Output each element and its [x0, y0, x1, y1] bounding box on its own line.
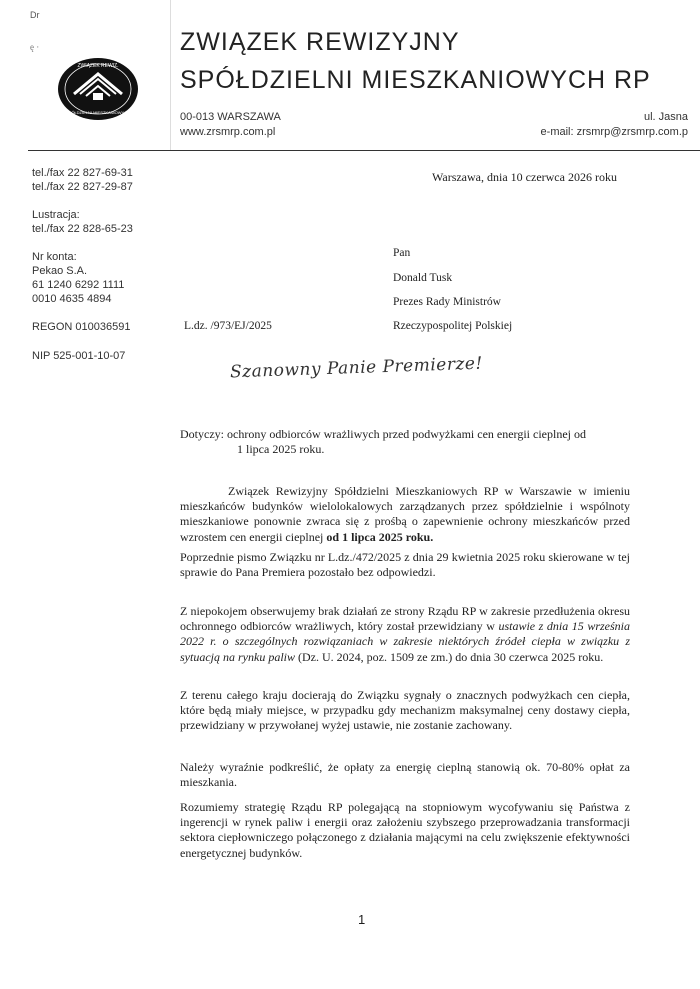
subject-text-2: 1 lipca 2025 roku. [237, 442, 325, 456]
lustracja-phone: tel./fax 22 828-65-23 [32, 223, 133, 235]
sidebar-rule [28, 150, 168, 151]
account-number-2: 0010 4635 4894 [32, 293, 112, 305]
paragraph-2-citation: (Dz. U. 2024, poz. 1509 ze zm.) do dnia 30 czerwca 2025 roku. [294, 649, 604, 664]
lustracja-label: Lustracja: [32, 209, 80, 221]
phone-2: tel./fax 22 827-29-87 [32, 181, 133, 193]
paragraph-2-italic: ustawie z dnia 15 września 2022 r. o szczególnych rozwiązaniach w zakresie niektórych źródeł ciepła w związku z sytuacją na rynku paliw [180, 619, 630, 664]
paragraph-1b: Poprzednie pismo Związku nr L.dz./472/2025 z dnia 29 kwietnia 2025 roku skierowane w tej sprawie do Pana Premiera pozostało bez odpowiedzi. [180, 550, 630, 580]
subject-block [180, 427, 640, 457]
paragraph-2 [180, 604, 630, 665]
reference-number: L.dz. /973/EJ/2025 [184, 320, 272, 332]
margin-scribble: ę · [30, 42, 40, 52]
paragraph-3: Należy wyraźnie podkreślić, że opłaty za energię cieplną stanowią ok. 70-80% opłat za mieszkania. [180, 760, 630, 790]
address-left [180, 110, 281, 140]
corner-mark: Dr [30, 10, 40, 20]
recipient-line-4: Rzeczypospolitej Polskiej [393, 320, 513, 332]
svg-text:SPÓŁDZIELNI MIESZKANIOWYCH: SPÓŁDZIELNI MIESZKANIOWYCH [65, 110, 131, 115]
recipient-line-2: Donald Tusk [393, 272, 453, 284]
subject-text-1: ochrony odbiorców wrażliwych przed podwyżkami cen energii cieplnej od [227, 427, 586, 441]
paragraph-2-text: Z niepokojem obserwujemy brak działań ze strony Rządu RP w zakresie przedłużenia okresu ochronnego odbiorców wrażliwych, który został przewidziany w [180, 604, 630, 634]
sidebar-phones [32, 166, 133, 194]
recipient-line-3: Prezes Rady Ministrów [393, 296, 501, 308]
paragraph-2b: Z terenu całego kraju docierają do Związku sygnały o znacznych podwyżkach cen ciepła, które będą miały miejsce, w przypadku gdy mechanizm maksymalnej ceny dostawy ciepła, przewidziany w przywołanej wyżej ustawie, nie zostanie zachowany. [180, 688, 630, 733]
bank-name: Pekao S.A. [32, 265, 88, 277]
page-number: 1 [358, 912, 366, 927]
svg-text:ZWIĄZEK REWIZ.: ZWIĄZEK REWIZ. [77, 63, 119, 69]
org-title-line2: SPÓŁDZIELNI MIESZKANIOWYCH RP [180, 66, 651, 94]
letter-date: Warszawa, dnia 10 czerwca 2026 roku [432, 170, 617, 184]
website-link[interactable]: www.zrsmrp.com.pl [180, 126, 276, 138]
nip: NIP 525-001-10-07 [32, 350, 126, 362]
header-rule [168, 150, 700, 151]
email-link[interactable]: e-mail: zrsmrp@zrsmrp.com.p [540, 126, 688, 138]
account-number-1: 61 1240 6292 1111 [32, 279, 125, 291]
sidebar-account [32, 250, 124, 306]
header-divider [170, 0, 171, 150]
paragraph-4: Rozumiemy strategię Rządu RP polegającą na stopniowym wycofywaniu się Państwa z ingerencji w rynek paliw i energii oraz założeniu szybszego przeprowadzania transformacji sektora ciepłowniczego połączonego z działania mającymi na celu zwiększenie efektywności energetycznej budynków. [180, 800, 630, 860]
account-label: Nr konta: [32, 251, 77, 263]
phone-1: tel./fax 22 827-69-31 [32, 167, 133, 179]
paragraph-1-bold: od 1 lipca 2025 roku. [326, 529, 434, 544]
subject-label: Dotyczy: [180, 427, 224, 441]
org-title-line1: ZWIĄZEK REWIZYJNY [180, 28, 460, 56]
organization-logo [56, 56, 140, 122]
sidebar-lustracja [32, 208, 133, 236]
postcode-city: 00-013 WARSZAWA [180, 111, 281, 123]
handwritten-salutation: Szanowny Panie Premierze! [229, 353, 484, 383]
paragraph-1 [180, 484, 630, 545]
address-right [541, 110, 688, 140]
regon: REGON 010036591 [32, 321, 131, 333]
recipient-line-1: Pan [393, 247, 411, 259]
street: ul. Jasna [643, 111, 688, 123]
paragraph-1-text: Związek Rewizyjny Spółdzielni Mieszkaniowych RP w Warszawie w imieniu mieszkańców budynków wielolokalowych zarządzanych przez spółdzielnie i wspólnoty mieszkaniowe ponownie zwraca się z prośbą o zapewnienie ochrony mieszkańców przed wzrostem cen energii cieplnej [180, 484, 630, 544]
